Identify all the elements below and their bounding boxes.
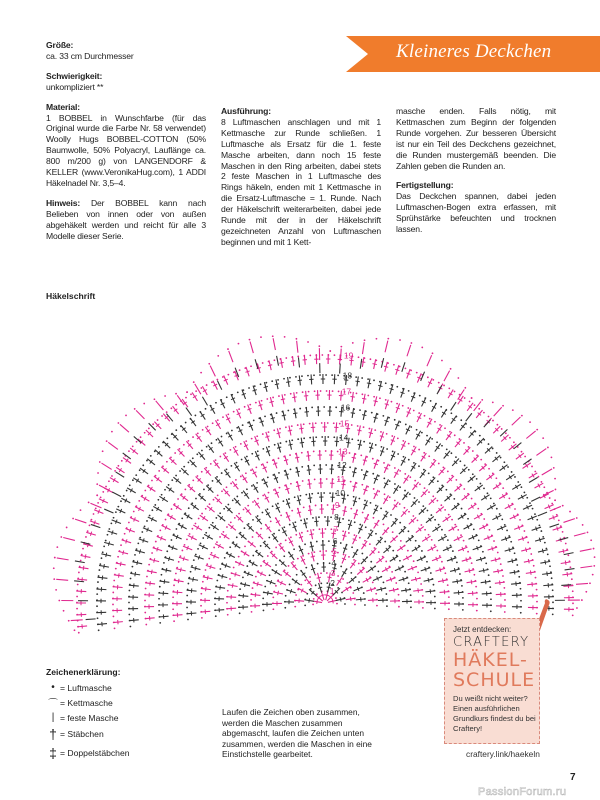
svg-text:11: 11 (336, 474, 346, 485)
legend-label: = Doppelstäbchen (60, 748, 130, 758)
svg-text:7: 7 (333, 524, 339, 535)
svg-text:14: 14 (338, 432, 349, 443)
finishing-text: Das Deckchen spannen, dabei jeden Luftmaschen-Bogen extra erfassen, mit Sprühstärke befeuchten und trocknen lassen. (396, 191, 556, 235)
material-text: 1 BOBBEL in Wunschfarbe (für das Original wurde die Farbe Nr. 58 verwendet) Woolly Hugs BOBBEL-COTTON (50% Baumwolle, 50% Polyacryl, Lauflänge ca. 800 m/200 g) von LANGENDORF & KELLER (www.VeronikaHug.com), 1 ADDI Häkelnadel Nr. 3,5–4. (46, 112, 206, 188)
legend-item-single (46, 710, 130, 725)
svg-text:4: 4 (331, 558, 337, 569)
hint-heading: Hinweis: (46, 197, 81, 208)
svg-text:10: 10 (335, 488, 346, 499)
svg-text:18: 18 (342, 370, 353, 381)
legend-label: = Stäbchen (60, 729, 104, 739)
legend-item-double (46, 725, 130, 743)
svg-text:3: 3 (330, 568, 336, 579)
chain-stitch-icon: • (51, 682, 55, 693)
size-value: ca. 33 cm Durchmesser (46, 50, 134, 61)
svg-text:13: 13 (338, 446, 348, 457)
craftery-ad[interactable] (444, 618, 540, 744)
svg-text:2: 2 (330, 578, 335, 589)
ad-title-line2: SCHULE (453, 669, 536, 691)
double-crochet-icon: † (49, 726, 57, 742)
legend-item-treble (46, 743, 130, 763)
material-heading: Material: (46, 101, 80, 112)
legend-label: = Kettmasche (60, 697, 113, 708)
legend-heading: Zeichenerklärung: (46, 667, 121, 677)
legend-label: = Luftmasche (60, 682, 112, 693)
svg-text:6: 6 (332, 536, 338, 547)
instructions-heading: Ausführung: (221, 106, 271, 116)
svg-text:1: 1 (329, 586, 335, 597)
ad-brand: CRAFTERY (453, 635, 530, 650)
watermark: PassionForum.ru (478, 786, 567, 798)
size-heading: Größe: (46, 40, 74, 50)
svg-text:8: 8 (334, 512, 339, 523)
ad-title-line1: HÄKEL- (453, 649, 528, 671)
svg-text:12: 12 (337, 460, 347, 471)
svg-text:9: 9 (334, 500, 340, 511)
difficulty-heading: Schwierigkeit: (46, 70, 103, 81)
ad-link[interactable]: craftery.link/haekeln (466, 749, 540, 759)
hint-text: Der BOBBEL kann nach Belieben von innen oder von außen abgehäkelt werden und reicht für alle 3 Modelle dieser Serie. (46, 197, 206, 241)
legend-item-chain (46, 680, 130, 695)
ad-description: Du weißt nicht weiter? Einen ausführlichen Grundkurs findest du bei Craftery! (453, 694, 536, 733)
treble-crochet-icon: ‡ (49, 745, 57, 761)
legend-item-slip (46, 695, 130, 710)
page-number: 7 (570, 772, 576, 783)
diagram-label: Häkelschrift (46, 291, 96, 301)
svg-text:19: 19 (343, 350, 354, 361)
svg-text:5: 5 (332, 546, 337, 557)
svg-text:15: 15 (339, 418, 350, 429)
difficulty-value: unkompliziert ** (46, 81, 104, 92)
stitch-note: Laufen die Zeichen oben zusammen, werden die Maschen zusammen abgemascht, laufen die Zeichen unten zusammen, werden die Maschen in eine Einstichstelle gearbeitet. (222, 707, 372, 760)
svg-text:17: 17 (341, 386, 352, 397)
legend-label: = feste Masche (60, 712, 119, 723)
banner-title: Kleineres Deckchen (396, 41, 552, 62)
slip-stitch-icon: ⌒ (48, 699, 58, 710)
finishing-heading: Fertigstellung: (396, 180, 454, 191)
single-crochet-icon: | (51, 712, 55, 723)
instructions-text-continued: masche enden. Falls nötig, mit Kettmaschen zum Beginn der folgenden Runde vorgehen. Zur besseren Übersicht ist nur ein Teil des Deckchens gezeichnet, die Runden mustergemäß beenden. Die Zahlen geben die Runden an. (396, 106, 556, 171)
ad-kicker: Jetzt entdecken: (453, 625, 512, 634)
svg-text:16: 16 (340, 402, 351, 413)
legend (46, 667, 130, 763)
instructions-text: 8 Luftmaschen anschlagen und mit 1 Kettmasche zur Runde schließen. 1 Luftmasche als Ersatz für die 1. feste Masche arbeiten, dann noch 15 feste Maschen in den Ring arbeiten, dabei stets 2 feste Maschen in 1 Luftmasche des Rings häkeln, enden mit 1 Kettmasche in die Ersatz-Luftmasche = 1. Runde. Nach der Häkelschrift weiterarbeiten, dabei jede Runde mit der in der Häkelschrift gezeichneten Anzahl von Luftmaschen beginnen und mit 1 Kett- (221, 116, 381, 247)
